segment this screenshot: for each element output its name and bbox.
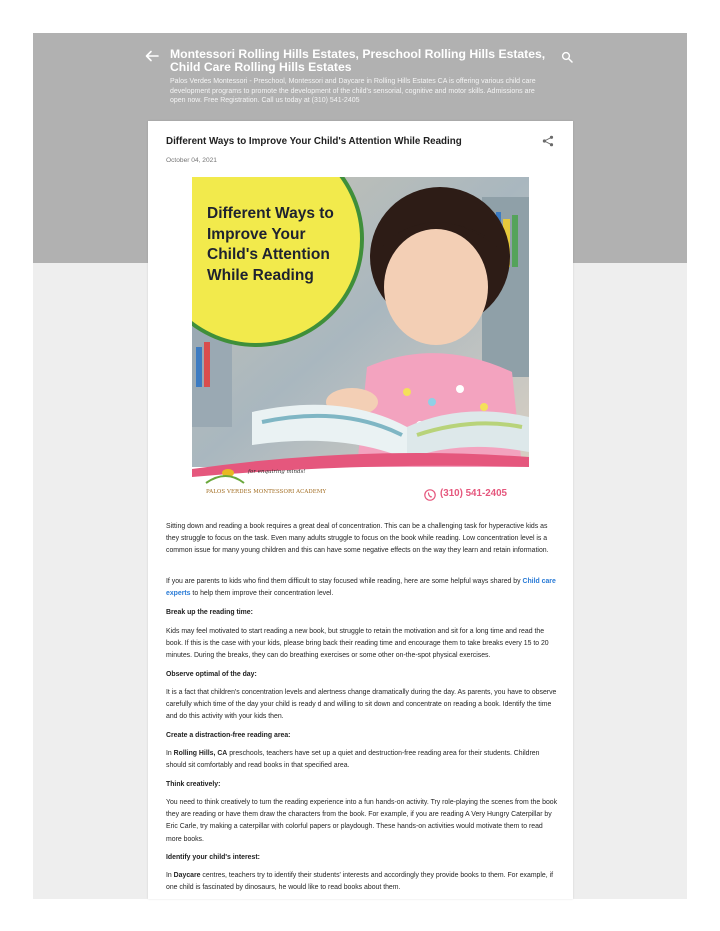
paragraph-text: In <box>166 872 174 879</box>
child-care-experts-link[interactable]: Child care experts <box>166 578 556 598</box>
section-heading-think: Think creatively: <box>166 781 221 788</box>
paragraph-reading-area <box>166 748 558 772</box>
hero-image <box>192 177 529 505</box>
post-title[interactable]: Different Ways to Improve Your Child's Attention While Reading <box>166 136 462 147</box>
paragraph-parents <box>166 576 558 600</box>
location-bold: Rolling Hills, CA <box>173 750 228 757</box>
hero-phone-number: (310) 541-2405 <box>440 488 507 499</box>
paragraph-think: You need to think creatively to turn the reading experience into a fun hands-on activity. Try role-playing the scenes from the book they are reading or have them draw the characters from the book. For example, if you are reading A Very Hungry Caterpillar by Eric Carle, try making a caterpillar with colorful papers or playdough. These hands-on activities would motivate them to read more books. <box>166 799 558 843</box>
paragraph-text: If you are parents to kids who find them difficult to stay focused while reading, here are some helpful ways shared by <box>166 578 523 585</box>
section-heading-observe: Observe optimal of the day: <box>166 671 257 678</box>
blog-title[interactable]: Montessori Rolling Hills Estates, Preschool Rolling Hills Estates, Child Care Rolling Hills Estates <box>170 47 546 74</box>
post-date: October 04, 2021 <box>166 157 217 164</box>
paragraph-interest <box>166 870 558 894</box>
arrow-left-icon[interactable] <box>145 50 159 62</box>
daycare-bold: Daycare <box>173 872 201 879</box>
phone-icon <box>424 489 436 501</box>
paragraph-intro: Sitting down and reading a book requires a great deal of concentration. This can be a challenging task for hyperactive kids as they struggle to focus on the task. Even many adults struggle to focus on the book while reading. Low concentration level is a common issue for many young children and this can have some negative effects on the way they learn and retain information. <box>166 523 549 555</box>
paragraph-text: In <box>166 750 174 757</box>
section-heading-interest: Identify your child's interest: <box>166 854 260 861</box>
paragraph-text: to help them improve their concentration level. <box>190 590 334 598</box>
hero-tagline: for enquiring minds! <box>248 469 306 475</box>
paragraph-break-up: Kids may feel motivated to start reading a new book, but struggle to retain the motivation and sit for a long time and read the book. If this is the case with your kids, please bring back their reading time and encourage them to take breaks every 15 to 20 minutes. During the breaks, they can do breathing exercises or some other on-the-spot physical exercises. <box>166 628 549 660</box>
paragraph-observe: It is a fact that children's concentration levels and alertness change dramatically during the day. As parents, you have to observe carefully which time of the day your child is ready d and willing to sit down and concentrate on reading a book. Identify the time and do this activity with your kids then. <box>166 689 557 721</box>
section-heading-reading-area: Create a distraction-free reading area: <box>166 732 291 739</box>
hero-heading: Different Ways to Improve Your Child's Attention While Reading <box>207 205 334 284</box>
blog-description: Palos Verdes Montessori - Preschool, Montessori and Daycare in Rolling Hills Estates CA is offering various child care development programs to promote the development of the child's sensorial, cognitive and motor skills. Admissions are open now. Free Registration. Call us today at (310) 541-2405 <box>170 78 536 105</box>
share-icon[interactable] <box>542 135 554 147</box>
search-icon[interactable] <box>561 51 573 63</box>
section-heading-break-up: Break up the reading time: <box>166 609 253 616</box>
paragraph-text: preschools, teachers have set up a quiet and destruction-free reading area for their students. Children should sit comfortably and read books in that specified area. <box>166 750 540 770</box>
hero-academy-name: PALOS VERDES MONTESSORI ACADEMY <box>206 489 327 495</box>
paragraph-text: centres, teachers try to identify their students' interests and accordingly they provide books to them. For example, if one child is fascinated by dinosaurs, he would like to read books about them. <box>166 872 554 892</box>
